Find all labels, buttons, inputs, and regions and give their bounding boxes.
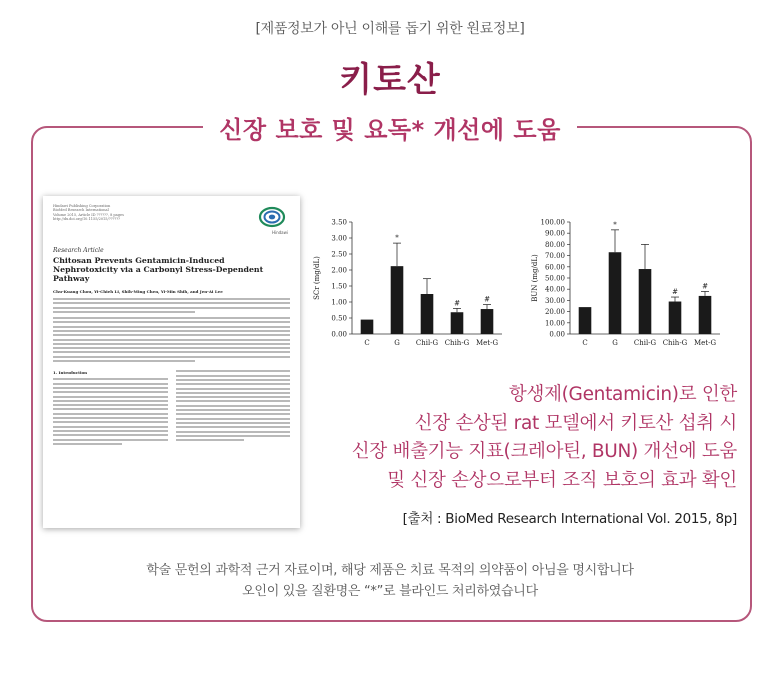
scr-y-tick-label: 3.50 [331,218,347,227]
body-columns [53,364,290,447]
bun-y-axis-label: BUN (mg/dL) [531,254,539,302]
hindawi-logo-icon [258,206,286,232]
bun-bar [639,269,652,334]
scr-bar [481,309,494,334]
bun-bar [669,302,682,334]
publisher-logo-text: Hindawi [271,230,288,235]
scr-x-tick-label: G [394,339,400,347]
scr-bar [391,266,404,334]
finding-line: 및 신장 손상으로부터 조직 보호의 효과 확인 [387,469,737,491]
bun-y-tick-label: 90.00 [544,229,565,238]
finding-line: 항생제(Gentamicin)로 인한 [508,384,737,405]
finding-line: 신장 손상된 rat 모델에서 키토산 섭취 시 [414,412,737,434]
bun-y-tick-label: 80.00 [544,240,565,249]
paper-meta-line: BioMed Research International [53,208,109,213]
bun-x-tick-label: C [582,339,588,347]
paper-meta-line: Hindawi Publishing Corporation [53,204,111,208]
article-type: Research Article [53,247,104,255]
scr-y-tick-label: 0.00 [331,330,347,339]
bun-chart-svg [520,212,740,372]
bun-bar [609,252,622,334]
bun-y-tick-label: 100.00 [540,218,565,227]
abstract-block [53,317,290,362]
scr-significance-mark: * [395,234,399,243]
bun-significance-mark: * [613,220,617,229]
scr-significance-mark: # [484,295,490,304]
scr-y-tick-label: 2.00 [331,266,347,275]
bun-y-tick-label: 40.00 [544,285,565,294]
scr-bar [361,320,374,334]
bun-x-tick-label: G [612,339,618,347]
bun-y-tick-label: 70.00 [544,252,565,261]
affiliations-block [53,298,290,313]
bun-y-tick-label: 20.00 [544,308,565,317]
bun-x-tick-label: Chih-G [662,339,688,347]
scr-y-tick-label: 1.50 [331,282,347,291]
subtitle: 신장 보호 및 요독* 개선에 도움 [203,110,577,145]
bun-bar-chart [520,212,740,372]
scr-bar [451,312,464,334]
bun-bar [579,307,592,334]
scr-y-tick-label: 1.00 [331,298,347,307]
bun-y-tick-label: 10.00 [544,319,565,328]
source-citation: [출처 : BioMed Research International Vol. 2015, 8p] [402,511,737,527]
info-notice: [제품정보가 아닌 이해를 돕기 위한 원료정보] [255,21,525,37]
scr-x-tick-label: Chih-G [444,339,470,347]
scr-bar-chart [302,212,522,372]
scr-significance-mark: # [454,299,460,308]
finding-line: 신장 배출기능 지표(크레아틴, BUN) 개선에 도움 [351,441,737,462]
scr-bar [421,294,434,334]
footnote-line: 학술 문헌의 과학적 근거 자료이며, 해당 제품은 치료 목적의 의약품이 아님을 명시합니다 [146,563,634,578]
paper-thumbnail [43,196,300,528]
scr-y-tick-label: 3.00 [331,234,347,243]
bun-x-tick-label: Met-G [693,339,717,347]
scr-x-tick-label: C [364,339,370,347]
bun-x-tick-label: Chil-G [633,339,657,347]
paper-header-meta [53,204,290,221]
paper-meta-line: http://dx.doi.org/10.1155/2015/?????? [53,216,120,221]
bun-significance-mark: # [672,288,678,297]
scr-x-tick-label: Met-G [475,339,499,347]
scr-y-axis-label: SCr (mg/dL) [313,256,321,300]
article-authors: Chu-Kuang Chou, Yi-Chieh Li, Shih-Ming Chen, Yi-Min Shih, and Jen-Ai Lee [53,289,223,295]
scr-y-tick-label: 0.50 [331,314,347,323]
bun-bar [699,296,712,334]
bun-y-tick-label: 50.00 [544,274,565,283]
paper-meta-line: Volume 2015, Article ID ??????, 8 pages [53,212,124,217]
intro-heading: 1. Introduction [53,370,88,376]
footnote-line: 오인이 있을 질환명은 “*”로 블라인드 처리하였습니다 [242,584,538,599]
findings-text [352,381,737,495]
bun-significance-mark: # [702,282,708,291]
bun-y-tick-label: 60.00 [544,263,565,272]
scr-y-tick-label: 2.50 [331,250,347,259]
page-title: 키토산 [339,60,441,100]
bun-y-tick-label: 0.00 [549,330,565,339]
footnote [0,560,780,602]
bun-y-tick-label: 30.00 [544,296,565,305]
article-title: Chitosan Prevents Gentamicin-Induced Nephrotoxicity via a Carbonyl Stress-Dependent Pathway [53,256,264,284]
scr-chart-svg [302,212,522,372]
scr-x-tick-label: Chil-G [415,339,439,347]
